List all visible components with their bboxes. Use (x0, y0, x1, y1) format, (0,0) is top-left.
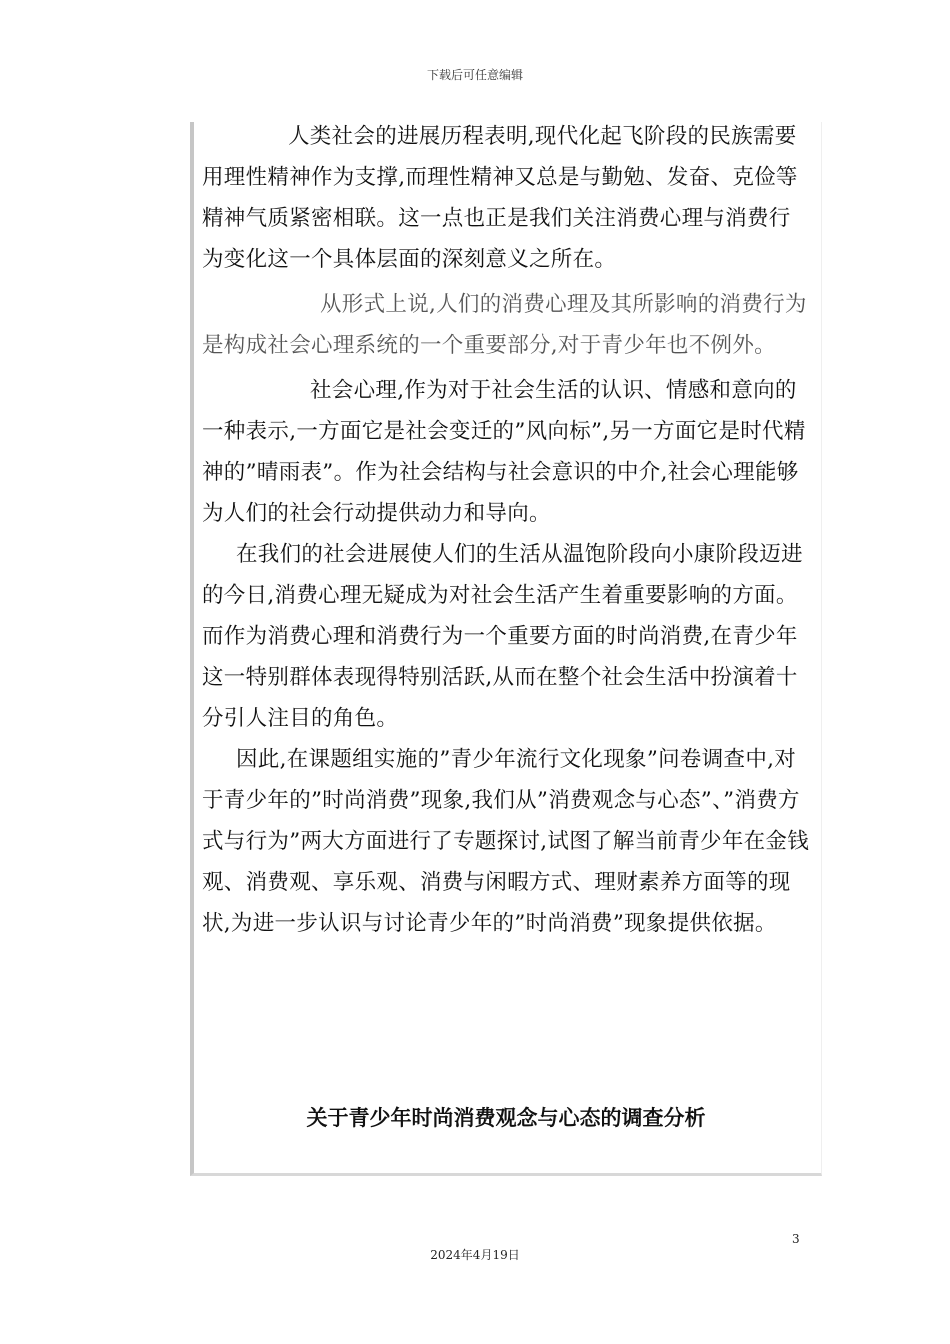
footer-date: 2024年4月19日 (430, 1248, 520, 1262)
paragraph-2: 从形式上说,人们的消费心理及其所影响的消费行为是构成社会心理系统的一个重要部分,对于青少年也不例外。 (202, 292, 807, 358)
paragraph-4: 在我们的社会进展使人们的生活从温饱阶段向小康阶段迈进的今日,消费心理无疑成为对社会生活产生着重要影响的方面。而作为消费心理和消费行为一个重要方面的时尚消费,在青少年这一特别群体表现得特别活跃,从而在整个社会生活中扮演着十分引人注目的角色。 (202, 542, 803, 731)
paragraph-1: 人类社会的进展历程表明,现代化起飞阶段的民族需要用理性精神作为支撑,而理性精神又总是与勤勉、发奋、克俭等精神气质紧密相联。这一点也正是我们关注消费心理与消费行为变化这一个具体层面的深刻意义之所在。 (202, 124, 798, 272)
page-number: 3 (792, 1232, 800, 1246)
page-header: 下载后可任意编辑 (426, 68, 523, 82)
paragraph-5: 因此,在课题组实施的”青少年流行文化现象”问卷调查中,对于青少年的”时尚消费”现象,我们从”消费观念与心态”、”消费方式与行为”两大方面进行了专题探讨,试图了解当前青少年在金钱观、消费观、享乐观、消费与闲暇方式、理财素养方面等的现状,为进一步认识与讨论青少年的”时尚消费”现象提供依据。 (202, 747, 810, 936)
section-title: 关于青少年时尚消费观念与心态的调查分析 (306, 1106, 706, 1130)
body-text (202, 116, 810, 944)
paragraph-3: 社会心理,作为对于社会生活的认识、情感和意向的一种表示,一方面它是社会变迁的”风向标”,另一方面它是时代精神的”晴雨表”。作为社会结构与社会意识的中介,社会心理能够为人们的社会行动提供动力和导向。 (202, 378, 806, 526)
